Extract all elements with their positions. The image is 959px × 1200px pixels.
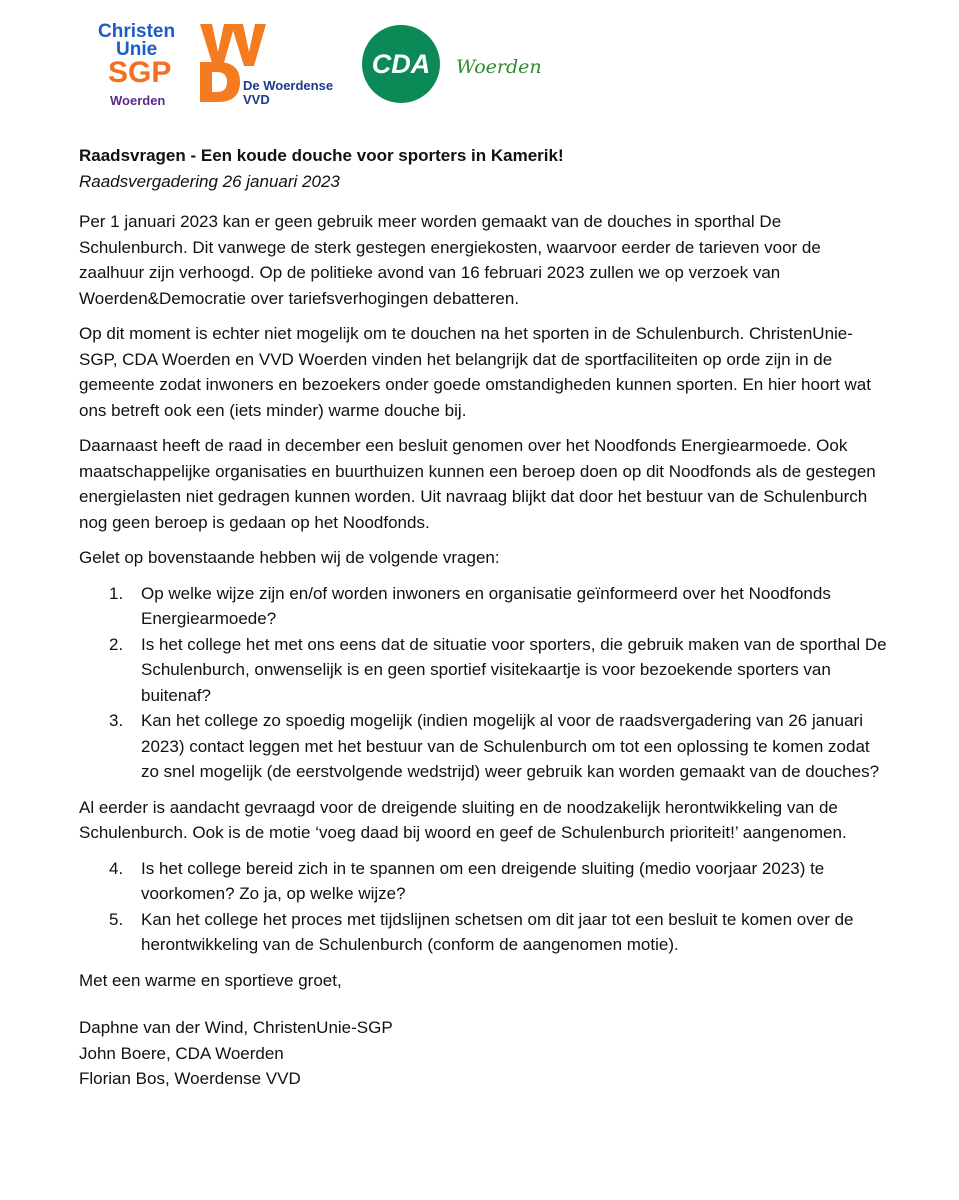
questions-list-2	[79, 856, 889, 958]
list-item	[79, 632, 889, 709]
list-item-number: 4.	[109, 858, 124, 878]
list-item-number: 2.	[109, 634, 124, 654]
list-item-text: Kan het college zo spoedig mogelijk (indien mogelijk al voor de raadsvergadering van 26 januari 2023) contact leggen met het bestuur van de Schulenburch om tot een oplossing te komen zodat zo snel mogelijk (de eerstvolgende wedstrijd) weer gebruik kan worden gemaakt van de douches?	[141, 711, 880, 781]
document-subtitle: Raadsvergadering 26 januari 2023	[79, 171, 340, 191]
cda-place: Woerden	[456, 56, 542, 78]
list-item-number: 5.	[109, 909, 124, 929]
paragraph-4: Gelet op bovenstaande hebben wij de volgende vragen:	[79, 548, 500, 567]
cu-logo-line-2: Unie	[116, 39, 158, 60]
list-item	[79, 581, 889, 632]
signatures	[79, 1015, 889, 1092]
vvd-logo	[198, 22, 338, 112]
signatory: John Boere, CDA Woerden	[79, 1043, 284, 1063]
list-item-number: 3.	[109, 711, 124, 730]
list-item-text: Kan het college het proces met tijdslijnen schetsen om dit jaar tot een besluit te komen over de herontwikkeling van de Schulenburch (conform de aangenomen motie).	[141, 909, 854, 954]
vvd-logo-line-2: VVD	[243, 92, 270, 107]
closing-greeting: Met een warme en sportieve groet,	[79, 970, 342, 990]
list-item	[79, 907, 889, 958]
list-item	[79, 856, 889, 907]
cda-circle-icon	[362, 25, 440, 103]
list-item	[79, 708, 889, 785]
signatory: Daphne van der Wind, ChristenUnie-SGP	[79, 1018, 393, 1037]
signatory: Florian Bos, Woerdense VVD	[79, 1069, 301, 1088]
vvd-logo-line-1: De Woerdense	[243, 78, 334, 93]
cu-logo-line-1: Christen	[98, 21, 176, 42]
list-item-number: 1.	[109, 583, 124, 603]
party-logos	[80, 22, 560, 118]
paragraph-3: Daarnaast heeft de raad in december een besluit genomen over het Noodfonds Energiearmoede. Ook maatschappelijke organisaties en buurthuizen kunnen een beroep doen op dit Noodfonds als de gestegen energielasten niet gedragen kunnen worden. Uit navraag blijkt dat door het bestuur van de Schulenburch nog geen beroep is gedaan op het Noodfonds.	[79, 436, 876, 532]
paragraph-2: Op dit moment is echter niet mogelijk om te douchen na het sporten in de Schulenburch. ChristenUnie-SGP, CDA Woerden en VVD Woerden vinden het belangrijk dat de sportfaciliteiten op orde zijn in de gemeente zodat inwoners en bezoekers onder goede omstandigheden kunnen sporten. En hier hoort wat ons betreft ook een (iets minder) warme douche bij.	[79, 324, 871, 420]
document-title: Raadsvragen - Een koude douche voor sporters in Kamerik!	[79, 146, 564, 165]
list-item-text: Op welke wijze zijn en/of worden inwoners en organisatie geïnformeerd over het Noodfonds Energiearmoede?	[141, 583, 831, 628]
document-body	[79, 143, 889, 1092]
christenunie-sgp-logo	[80, 22, 190, 112]
sgp-logo-text: SGP	[108, 56, 172, 89]
cda-logo-text: CDA	[371, 49, 431, 79]
cda-logo	[362, 25, 562, 105]
questions-list-1	[79, 581, 889, 785]
paragraph-1: Per 1 januari 2023 kan er geen gebruik meer worden gemaakt van de douches in sporthal De Schulenburch. Dit vanwege de sterk gestegen energiekosten, waarvoor eerder de tarieven voor de zaalhuur zijn verhoogd. Op de politieke avond van 16 februari 2023 zullen we op verzoek van Woerden&Democratie over tariefsverhogingen debatteren.	[79, 212, 821, 308]
cu-sgp-place: Woerden	[110, 93, 166, 108]
list-item-text: Is het college bereid zich in te spannen om een dreigende sluiting (medio voorjaar 2023) te voorkomen? Zo ja, op welke wijze?	[141, 858, 825, 903]
list-item-text: Is het college het met ons eens dat de situatie voor sporters, die gebruik maken van de sporthal De Schulenburch, onwenselijk is en geen sportief visitekaartje is voor bezoekende sporters van buitenaf?	[141, 634, 887, 705]
middle-paragraph: Al eerder is aandacht gevraagd voor de dreigende sluiting en de noodzakelijk herontwikkeling van de Schulenburch. Ook is de motie ‘voeg daad bij woord en geef de Schulenburch prioriteit!’ aangenomen.	[79, 797, 847, 842]
